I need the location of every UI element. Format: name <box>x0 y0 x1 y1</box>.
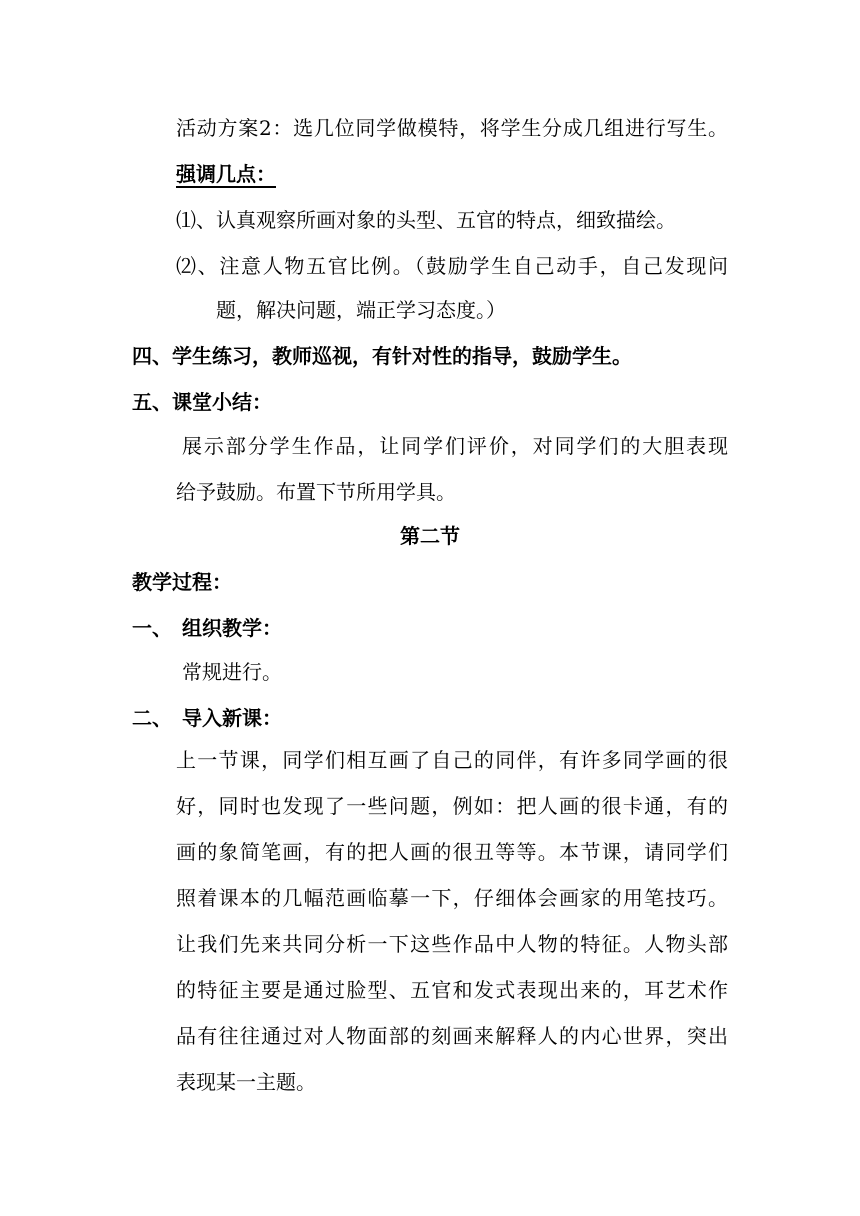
paragraph-line: 品有往往通过对人物面部的刻画来解释人的内心世界，突出 <box>176 1024 728 1048</box>
emphasis-point-2: ⑵、注意人物五官比例。（鼓励学生自己动手，自己发现问 <box>176 254 728 278</box>
activity-plan-2: 活动方案2：选几位同学做模特，将学生分成几组进行写生。 <box>176 116 728 140</box>
emphasis-point-1: ⑴、认真观察所画对象的头型、五官的特点，细致描绘。 <box>176 208 676 232</box>
section-4-heading: 四、学生练习，教师巡视，有针对性的指导，鼓励学生。 <box>132 344 632 368</box>
summary-line-2: 给予鼓励。布置下节所用学具。 <box>176 480 456 504</box>
section-5-heading: 五、课堂小结： <box>132 390 272 414</box>
emphasis-point-2-continued: 题，解决问题，端正学习态度。） <box>216 298 506 322</box>
paragraph-line: 好，同时也发现了一些问题，例如：把人画的很卡通，有的 <box>176 794 728 818</box>
paragraph-line: 的特征主要是通过脸型、五官和发式表现出来的，耳艺术作 <box>176 978 728 1002</box>
teaching-process-heading: 教学过程： <box>132 570 232 594</box>
step-1-body: 常规进行。 <box>182 660 282 684</box>
step-2-number: 二、 <box>132 706 172 730</box>
paragraph-line: 表现某一主题。 <box>176 1070 316 1094</box>
paragraph-line: 画的象简笔画，有的把人画的很丑等等。本节课，请同学们 <box>176 840 728 864</box>
step-1-number: 一、 <box>132 616 172 640</box>
lesson-2-title: 第二节 <box>400 524 460 548</box>
paragraph-line: 让我们先来共同分析一下这些作品中人物的特征。人物头部 <box>176 932 728 956</box>
paragraph-line: 上一节课，同学们相互画了自己的同伴，有许多同学画的很 <box>176 748 728 772</box>
summary-line-1: 展示部分学生作品，让同学们评价，对同学们的大胆表现 <box>182 434 728 458</box>
step-2-title: 导入新课： <box>182 706 282 730</box>
step-1-title: 组织教学： <box>182 616 282 640</box>
emphasis-heading: 强调几点： <box>176 162 276 186</box>
paragraph-line: 照着课本的几幅范画临摹一下，仔细体会画家的用笔技巧。 <box>176 886 728 910</box>
